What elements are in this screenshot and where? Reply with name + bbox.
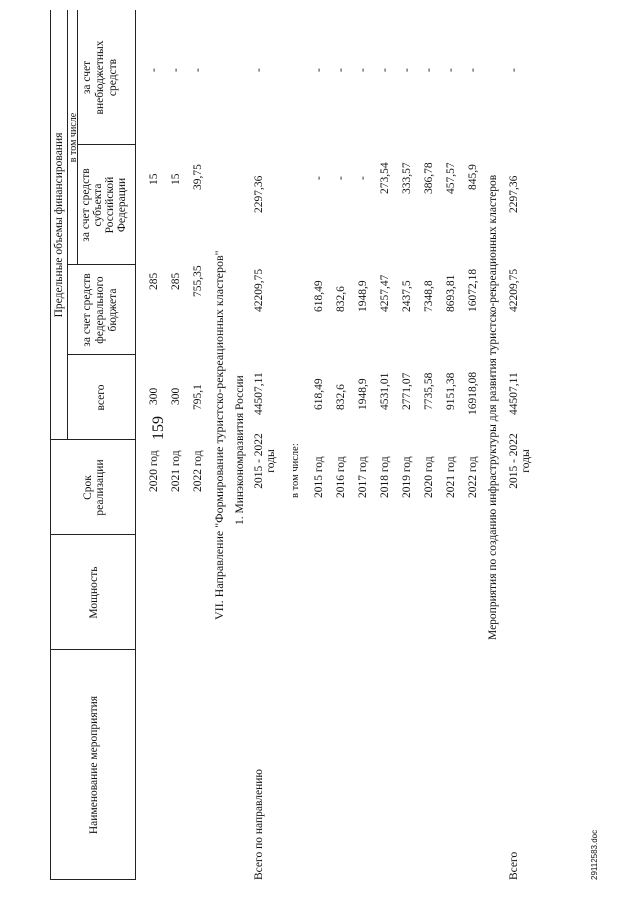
grand-total-name: Всего — [508, 851, 520, 880]
year-row-subject: 386,78 — [423, 162, 435, 194]
year-row-federal: 1948,9 — [357, 280, 369, 312]
top-row-subject: 15 — [170, 173, 182, 185]
total-direction-subject: 2297,36 — [253, 175, 265, 213]
top-row-term: 2021 год — [170, 450, 182, 492]
top-row-total: 300 — [170, 387, 182, 405]
year-row-federal: 618,49 — [313, 280, 325, 312]
federal-col-header: за счет средств федерального бюджета — [81, 273, 119, 347]
year-row-total: 16918,08 — [467, 371, 479, 415]
year-row-federal: 4257,47 — [379, 274, 391, 312]
year-row-subject: 333,57 — [401, 162, 413, 194]
including-label: в том числе: — [290, 443, 301, 498]
top-row-total: 795,1 — [192, 384, 204, 410]
capacity-col-header: Мощность — [88, 566, 100, 619]
year-row-subject: 273,54 — [379, 162, 391, 194]
subject-col-header: за счет средств субъекта Российской Федерации — [80, 168, 128, 242]
grand-total-total: 44507,11 — [508, 372, 520, 415]
grand-total-term: 2015 - 2022 годы — [508, 433, 532, 489]
year-row-term: 2022 год — [467, 456, 479, 498]
year-row-extra: - — [335, 68, 347, 72]
year-row-extra: - — [401, 68, 413, 72]
top-row-extra: - — [192, 68, 204, 72]
year-row-federal: 2437,5 — [401, 280, 413, 312]
year-row-extra: - — [313, 68, 325, 72]
grand-total-extra: - — [508, 68, 520, 72]
year-row-total: 618,49 — [313, 378, 325, 410]
top-row-total: 300 — [148, 387, 160, 405]
year-row-subject: - — [357, 176, 369, 180]
header-bottom-rule — [135, 10, 136, 880]
year-row-subject: 457,57 — [445, 162, 457, 194]
page-number: 159 — [150, 416, 167, 440]
year-row-term: 2018 год — [379, 456, 391, 498]
year-row-subject: - — [313, 176, 325, 180]
year-row-subject: - — [335, 176, 347, 180]
year-row-federal: 16072,18 — [467, 268, 479, 312]
year-row-total: 1948,9 — [357, 378, 369, 410]
total-direction-extra: - — [253, 68, 265, 72]
top-row-subject: 15 — [148, 173, 160, 185]
year-row-extra: - — [467, 68, 479, 72]
name-col-header: Наименование мероприятия — [88, 695, 100, 835]
year-row-extra: - — [423, 68, 435, 72]
top-row-extra: - — [170, 68, 182, 72]
grand-total-subject: 2297,36 — [508, 175, 520, 213]
extra-col-header: за счет внебюджетных средств — [81, 40, 119, 115]
year-row-extra: - — [357, 68, 369, 72]
year-row-total: 7735,58 — [423, 372, 435, 410]
year-row-subject: 845,9 — [467, 164, 479, 190]
top-row-extra: - — [148, 68, 160, 72]
year-row-term: 2019 год — [401, 456, 413, 498]
total-direction-term: 2015 - 2022 годы — [253, 433, 277, 489]
top-row-term: 2020 год — [148, 450, 160, 492]
section-title: VII. Направление "Формирование туристско-рекреационных кластеров" — [212, 250, 226, 620]
top-row-federal: 285 — [170, 272, 182, 290]
rotated-table-sheet — [50, 10, 610, 880]
year-row-total: 9151,38 — [445, 372, 457, 410]
top-row-subject: 39,75 — [192, 164, 204, 190]
total-direction-total: 44507,11 — [253, 372, 265, 415]
year-row-federal: 7348,8 — [423, 280, 435, 312]
year-row-extra: - — [445, 68, 457, 72]
top-row-federal: 755,35 — [192, 265, 204, 297]
top-row-term: 2022 год — [192, 450, 204, 492]
ministry-heading: 1. Минэкономразвития России — [234, 375, 246, 525]
document-id: 29112583.doc — [590, 829, 599, 880]
year-row-federal: 832,6 — [335, 286, 347, 312]
grand-total-federal: 42209,75 — [508, 268, 520, 312]
year-row-total: 832,6 — [335, 384, 347, 410]
year-row-total: 4531,01 — [379, 372, 391, 410]
total-direction-federal: 42209,75 — [253, 268, 265, 312]
year-row-total: 2771,07 — [401, 372, 413, 410]
year-row-extra: - — [379, 68, 391, 72]
year-row-term: 2020 год — [423, 456, 435, 498]
including-header: в том числе — [68, 112, 79, 163]
total-col-header: всего — [95, 384, 107, 411]
year-row-federal: 8693,81 — [445, 274, 457, 312]
year-row-term: 2015 год — [313, 456, 325, 498]
year-row-term: 2016 год — [335, 456, 347, 498]
year-row-term: 2017 год — [357, 456, 369, 498]
term-col-header: Срок реализации — [82, 459, 106, 516]
events-title: Мероприятия по созданию инфраструктуры для развития туристско-рекреационных кластеров — [487, 174, 499, 640]
year-row-term: 2021 год — [445, 456, 457, 498]
header-top-rule — [50, 10, 51, 880]
top-row-federal: 285 — [148, 272, 160, 290]
financing-title: Предельные объемы финансирования — [53, 132, 65, 318]
total-direction-name: Всего по направлению — [253, 769, 265, 880]
